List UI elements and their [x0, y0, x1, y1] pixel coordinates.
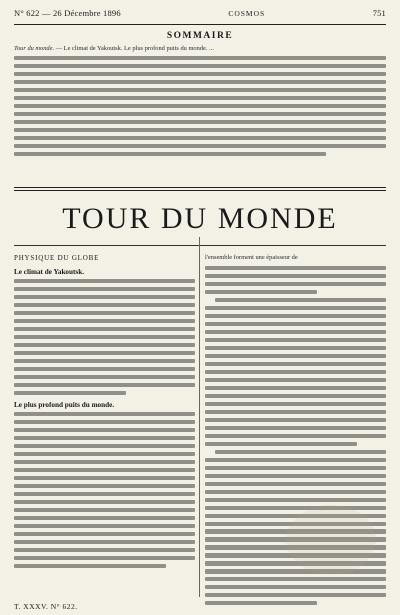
- right-column-fragment: l'ensemble forment une épaisseur de: [205, 254, 298, 261]
- journal-name: COSMOS: [228, 9, 266, 18]
- column-heading: PHYSIQUE DU GLOBE: [14, 254, 100, 262]
- item-body-climat: [14, 279, 195, 395]
- running-head: [14, 8, 386, 20]
- item-title-puits: Le plus profond puits du monde.: [14, 400, 115, 409]
- sommaire-illegible-lines: [14, 56, 386, 156]
- sommaire-text: [14, 45, 386, 181]
- section-rule: [14, 245, 386, 246]
- paper-stain: [286, 505, 376, 575]
- page-number: 751: [372, 8, 386, 18]
- sommaire-lead: Tour du monde.: [14, 45, 55, 52]
- sommaire-rule: [14, 187, 386, 191]
- left-column: [14, 254, 195, 605]
- column-divider: [199, 237, 200, 597]
- sommaire-title: SOMMAIRE: [166, 31, 234, 41]
- header-rule: [14, 24, 386, 25]
- section-title: TOUR DU MONDE: [62, 202, 338, 235]
- item-body-puits: [14, 412, 195, 568]
- issue-number: N° 622 — 26 Décembre 1896: [14, 8, 121, 18]
- sommaire-body: — Le climat de Yakoutsk. Le plus profond puits du monde. ...: [55, 45, 214, 52]
- page-footer: T. XXXV. N° 622.: [14, 602, 78, 611]
- item-title-climat: Le climat de Yakoutsk.: [14, 268, 85, 276]
